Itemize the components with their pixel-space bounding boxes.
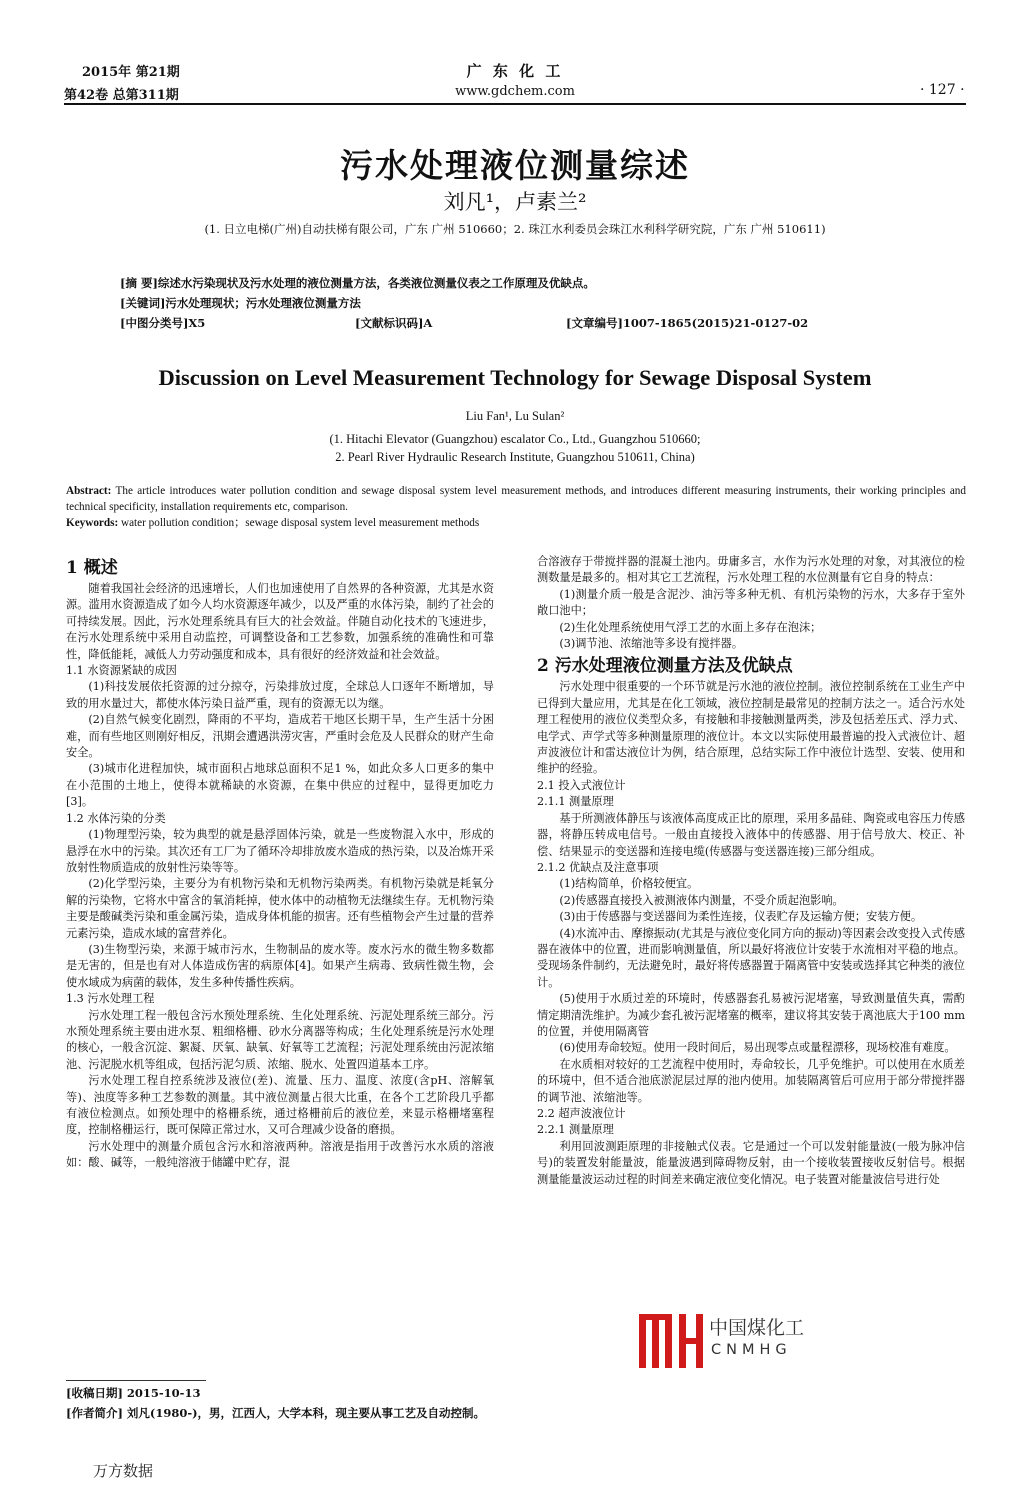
- doc-code: [文献标识码]A: [355, 316, 433, 330]
- paragraph: 污水处理中很重要的一个环节就是污水池的液位控制。液位控制系统在工业生产中已得到大量应用，尤其是在化工领域，液位控制是最常见的控制方法之一。适合污水处理工程使用的液位仪类型众多，有接触和非接触测量两类，涉及包括差压式、浮力式、电学式、声学式等多种测量原理的液位计。本文以实际使用最普遍的投入式液位计、超声波液位计和雷达液位计为例，结合原理，总结实际工作中液位计选型、安装、使用和维护的经验。: [537, 680, 965, 776]
- journal-name: 广 东 化 工: [466, 62, 564, 80]
- paper-affiliations: (1. 日立电梯(广州)自动扶梯有限公司，广东 广州 510660；2. 珠江水利委员会珠江水利科学研究院，广东 广州 510611): [204, 222, 826, 236]
- paragraph: (2)自然气候变化剧烈，降雨的不平均，造成若干地区长期干旱，生产生活十分困难，而有些地区则刚好相反，汛期会遭遇洪涝灾害，严重时会危及人民群众的财产生命安全。: [66, 713, 494, 760]
- paragraph: (2)传感器直接投入被测液体内测量，不受介质起泡影响。: [559, 893, 844, 907]
- issue-info: 2015年 第21期: [82, 65, 180, 80]
- abstract-cn: [摘 要]综述水污染现状及污水处理的液位测量方法，各类液位测量仪表之工作原理及优缺点。: [120, 276, 595, 290]
- paragraph: (3)城市化进程加快，城市面积占地球总面积不足1 %，如此众多人口更多的集中在小范围的土地上，使得本就稀缺的水资源，在集中供应的过程中，显得更加吃力[3]。: [66, 762, 494, 809]
- subsection-1-1-heading: 1.1 水资源紧缺的成因: [66, 664, 177, 678]
- paragraph: 在水质相对较好的工艺流程中使用时，寿命较长，几乎免维护。可以使用在水质差的环境中，但不适合池底淤泥层过厚的池内使用。加装隔离管后可应用于部分带搅拌器的调节池、浓缩池等。: [537, 1057, 965, 1104]
- subsection-2-2-1-heading: 2.2.1 测量原理: [537, 1123, 614, 1137]
- english-affiliation-1: (1. Hitachi Elevator (Guangzhou) escalator Co., Ltd., Guangzhou 510660;: [329, 432, 701, 446]
- paragraph: (5)使用于水质过差的环境时，传感器套孔易被污泥堵塞，导致测量值失真，需酌情定期清洗维护。为减少套孔被污泥堵塞的概率，建议将其安装于离池底大于100 mm的位置，并使用隔离管: [537, 992, 965, 1038]
- english-affiliation-2: 2. Pearl River Hydraulic Research Institute, Guangzhou 510611, China): [335, 450, 695, 464]
- watermark-en-text: CNMHG: [711, 1342, 792, 1358]
- abstract-label: Abstract:: [66, 485, 112, 497]
- abstract-text: The article introduces water pollution condition and sewage disposal system level measurement methods, and introduces different measuring instruments, their working principles and technical specificity, installation requirements etc, comparison.: [66, 485, 966, 513]
- paragraph: (1)物理型污染，较为典型的就是悬浮固体污染，就是一些废物混入水中，形成的悬浮在水中的污染。其次还有工厂为了循环冷却排放废水造成的热污染，以及冶炼开采放射性物质造成的放射性污染等等。: [66, 828, 494, 874]
- cnmhg-logo-icon: [639, 1314, 703, 1368]
- keywords-label: Keywords:: [66, 517, 119, 529]
- article-number: [文章编号]1007-1865(2015)21-0127-02: [566, 316, 809, 330]
- paragraph: (3)生物型污染，来源于城市污水，生物制品的废水等。废水污水的微生物多数都是无害的，但是也有对人体造成伤害的病原体[4]。如果产生病毒、致病性微生物，会使水域成为病菌的载体，发生多种传播性疾病。: [66, 942, 494, 989]
- english-abstract: [66, 483, 966, 531]
- english-affiliations: [0, 430, 1030, 466]
- paragraph: (1)科技发展依托资源的过分掠夺，污染排放过度，全球总人口逐年不断增加，导致的用水量过大，都使水体污染日益严重，现有的资源无以为继。: [66, 680, 494, 710]
- subsection-2-1-2-heading: 2.1.2 优缺点及注意事项: [537, 860, 659, 874]
- english-authors: Liu Fan¹, Lu Sulan²: [465, 409, 565, 423]
- subsection-1-2-heading: 1.2 水体污染的分类: [66, 811, 166, 825]
- page-number: · 127 ·: [920, 82, 965, 98]
- author-info: [作者简介] 刘凡(1980-)，男，江西人，大学本科，现主要从事工艺及自动控制。: [66, 1406, 486, 1420]
- paragraph: 污水处理工程自控系统涉及液位(差)、流量、压力、温度、浓度(含pH、溶解氧等)、浊度等多种工艺参数的测量。其中液位测量占很大比重，在各个工艺阶段几乎都有液位检测点。如预处理中的格栅系统，通过格栅前后的液位差，来显示格栅堵塞程度，控制格栅运行，既可保障正常过水，又可合理减少设备的磨损。: [66, 1074, 494, 1137]
- paragraph: (4)水流冲击、摩擦振动(尤其是与液位变化同方向的振动)等因素会改变投入式传感器在液体中的位置，进而影响测量值，所以最好将液位计安装于水流相对平稳的地点。受现场条件制约，无法避免时，最好将传感器置于隔离管中安装或选择其它种类的液位计。: [537, 926, 965, 989]
- paper-title: 污水处理液位测量综述: [340, 146, 690, 185]
- paragraph: 基于所测液体静压与该液体高度成正比的原理，采用多晶硅、陶瓷或电容压力传感器，将静压转成电信号。一般由直接投入液体中的传感器、用于信号放大、校正、补偿、结果显示的变送器和连接电缆(传感器与变送器连接)三部分组成。: [537, 811, 965, 858]
- subsection-2-1-heading: 2.1 投入式液位计: [537, 778, 626, 792]
- clc-number: [中图分类号]X5: [120, 316, 206, 330]
- paragraph: 合溶液存于带搅拌器的混凝土池内。毋庸多言，水作为污水处理的对象，对其液位的检测数量是最多的。相对其它工艺流程，污水处理工程的水位测量有它自身的特点：: [537, 555, 965, 585]
- left-column: [66, 554, 494, 1172]
- paragraph: 污水处理中的测量介质包含污水和溶液两种。溶液是指用于改善污水水质的溶液如：酸、碱等，一般纯溶液于储罐中贮存，混: [66, 1139, 494, 1170]
- paper-authors: 刘凡¹，卢素兰²: [443, 190, 587, 214]
- volume-info: 第42卷 总第311期: [64, 88, 179, 103]
- paragraph: (2)化学型污染，主要分为有机物污染和无机物污染两类。有机物污染就是耗氧分解的污染物，它将水中富含的氧消耗掉，使水体中的动植物无法继续生存。无机物污染主要是酸碱类污染和重金属污染，造成身体机能的损害。还有些植物会产生过量的营养元素污染，造成水域的富营养化。: [66, 877, 494, 940]
- paragraph: (1)结构简单，价格较便宜。: [559, 877, 699, 891]
- footnote-rule: [66, 1380, 206, 1381]
- paragraph: 随着我国社会经济的迅速增长，人们也加速使用了自然界的各种资源，尤其是水资源。滥用水资源造成了如今人均水资源逐年减少，以及严重的水体污染，制约了社会的可持续发展。因此，污水处理系统具有巨大的社会效益。伴随自动化技术的飞速进步，在污水处理系统中采用自动监控，可调整设备和工艺参数，加强系统的准确性和可靠性，降低能耗，减低人力劳动强度和成本，具有很好的经济效益和社会效益。: [66, 582, 494, 661]
- keywords-text: water pollution condition；sewage disposal system level measurement methods: [121, 517, 480, 529]
- subsection-1-3-heading: 1.3 污水处理工程: [66, 992, 155, 1006]
- subsection-2-2-heading: 2.2 超声波液位计: [537, 1107, 626, 1120]
- paragraph: (1)测量介质一般是含泥沙、油污等多种无机、有机污染物的污水，大多存于室外敞口池中；: [537, 587, 965, 618]
- paragraph: (2)生化处理系统使用气浮工艺的水面上多存在泡沫；: [559, 620, 822, 634]
- keywords-cn: [关键词]污水处理现状；污水处理液位测量方法: [120, 296, 361, 310]
- header-rule: [64, 103, 966, 105]
- source-footer: 万方数据: [93, 1462, 154, 1480]
- english-title: Discussion on Level Measurement Technology for Sewage Disposal System: [158, 365, 872, 390]
- paragraph: (6)使用寿命较短。使用一段时间后，易出现零点或量程漂移，现场校准有难度。: [559, 1041, 956, 1055]
- paragraph: (3)由于传感器与变送器间为柔性连接，仪表贮存及运输方便；安装方便。: [559, 910, 923, 924]
- section-1-heading: 1 概述: [66, 558, 118, 578]
- paragraph: 污水处理工程一般包含污水预处理系统、生化处理系统、污泥处理系统三部分。污水预处理系统主要由进水泵、粗细格栅、砂水分离器等构成；生化处理系统是污水处理的核心，一般含沉淀、絮凝、厌氧、缺氧、好氧等工艺流程；污泥处理系统由污泥浓缩池、污泥脱水机等组成，包括污泥匀质、浓缩、脱水、处置四道基本工序。: [66, 1008, 494, 1071]
- journal-website[interactable]: www.gdchem.com: [455, 84, 575, 99]
- watermark-logo: [635, 1310, 835, 1372]
- right-column: [537, 554, 965, 1188]
- paragraph: (3)调节池、浓缩池等多设有搅拌器。: [559, 637, 744, 651]
- paragraph: 利用回波测距原理的非接触式仪表。它是通过一个可以发射能量波(一般为脉冲信号)的装置发射能量波，能量波遇到障碍物反射，由一个接收装置接收反射信号。根据测量能量波运动过程的时间差来确定液位变化情况。电子装置对能量波信号进行处: [537, 1139, 965, 1186]
- subsection-2-1-1-heading: 2.1.1 测量原理: [537, 795, 614, 809]
- watermark-cn-text: 中国煤化工: [709, 1317, 805, 1339]
- received-date: [收稿日期] 2015-10-13: [66, 1386, 201, 1400]
- section-2-heading: 2 污水处理液位测量方法及优缺点: [537, 656, 793, 677]
